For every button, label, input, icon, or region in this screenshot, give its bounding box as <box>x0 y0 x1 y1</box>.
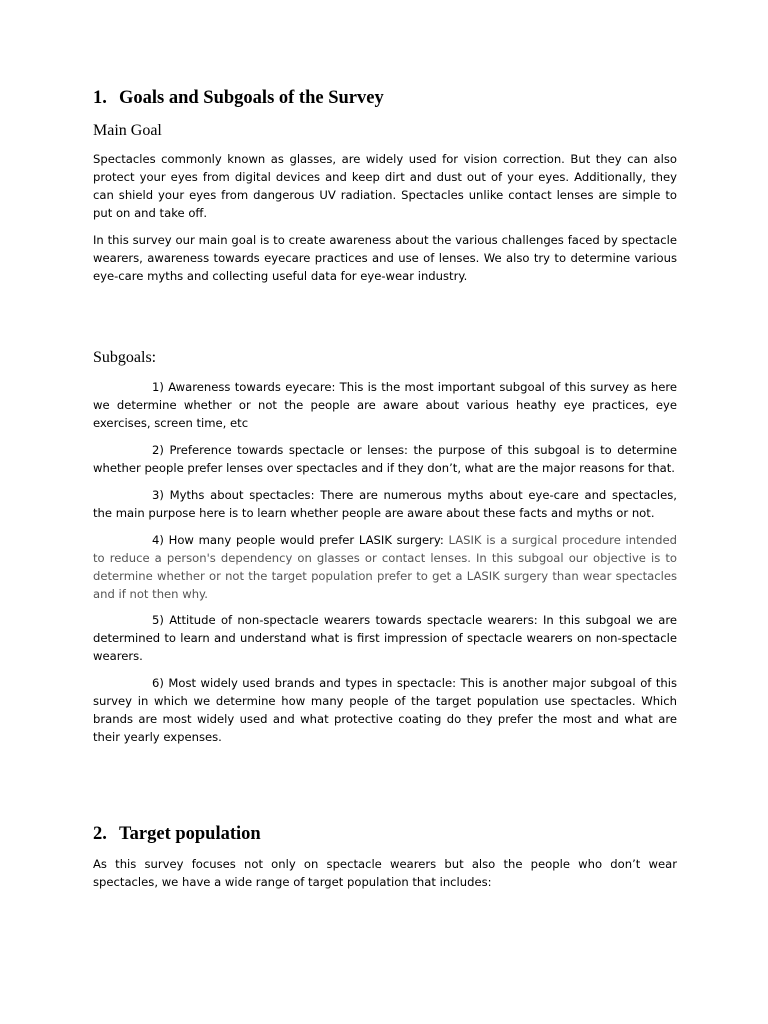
section-1-heading <box>93 88 384 109</box>
subgoal-4-body: LASIK is a surgical procedure intended to reduce a person's dependency on glasses or contact lenses. In this subgoal our objective is to determine whether or not the target population prefer to get a LASIK surgery than wear spectacles and if not then why. <box>93 533 677 601</box>
subgoal-4 <box>93 532 677 604</box>
subgoal-2: 2) Preference towards spectacle or lenses: the purpose of this subgoal is to determine whether people prefer lenses over spectacles and if they don’t, what are the major reasons for that. <box>93 443 677 475</box>
main-goal-paragraph-2: In this survey our main goal is to create awareness about the various challenges faced by spectacle wearers, awareness towards eyecare practices and use of lenses. We also try to determine various eye-care myths and collecting useful data for eye-wear industry. <box>93 233 677 283</box>
section-1-number: 1. <box>93 88 107 108</box>
target-population-paragraph: As this survey focuses not only on spectacle wearers but also the people who don’t wear spectacles, we have a wide range of target population that includes: <box>93 857 677 889</box>
section-2-number: 2. <box>93 824 107 844</box>
subgoal-1: 1) Awareness towards eyecare: This is the most important subgoal of this survey as here we determine whether or not the people are aware about various heathy eye practices, eye exercises, screen time, etc <box>93 380 677 430</box>
main-goal-heading: Main Goal <box>93 122 162 139</box>
section-2-heading <box>93 824 261 845</box>
subgoal-4-lead: 4) How many people would prefer LASIK surgery: <box>152 533 449 547</box>
main-goal-paragraph-1: Spectacles commonly known as glasses, are widely used for vision correction. But they can also protect your eyes from digital devices and keep dirt and dust out of your eyes. Additionally, they can shield your eyes from dangerous UV radiation. Spectacles unlike contact lenses are simple to put on and take off. <box>93 152 677 220</box>
subgoal-3: 3) Myths about spectacles: There are numerous myths about eye-care and spectacles, the main purpose here is to learn whether people are aware about these facts and myths or not. <box>93 488 677 520</box>
subgoals-heading: Subgoals: <box>93 349 157 366</box>
subgoal-5: 5) Attitude of non-spectacle wearers towards spectacle wearers: In this subgoal we are determined to learn and understand what is first impression of spectacle wearers on non-spectacle wearers. <box>93 613 677 663</box>
section-1-title: Goals and Subgoals of the Survey <box>119 88 384 108</box>
section-2-title: Target population <box>119 824 261 844</box>
subgoal-6: 6) Most widely used brands and types in spectacle: This is another major subgoal of this survey in which we determine how many people of the target population use spectacles. Which brands are most widely used and what protective coating do they prefer the most and what are their yearly expenses. <box>93 676 677 744</box>
